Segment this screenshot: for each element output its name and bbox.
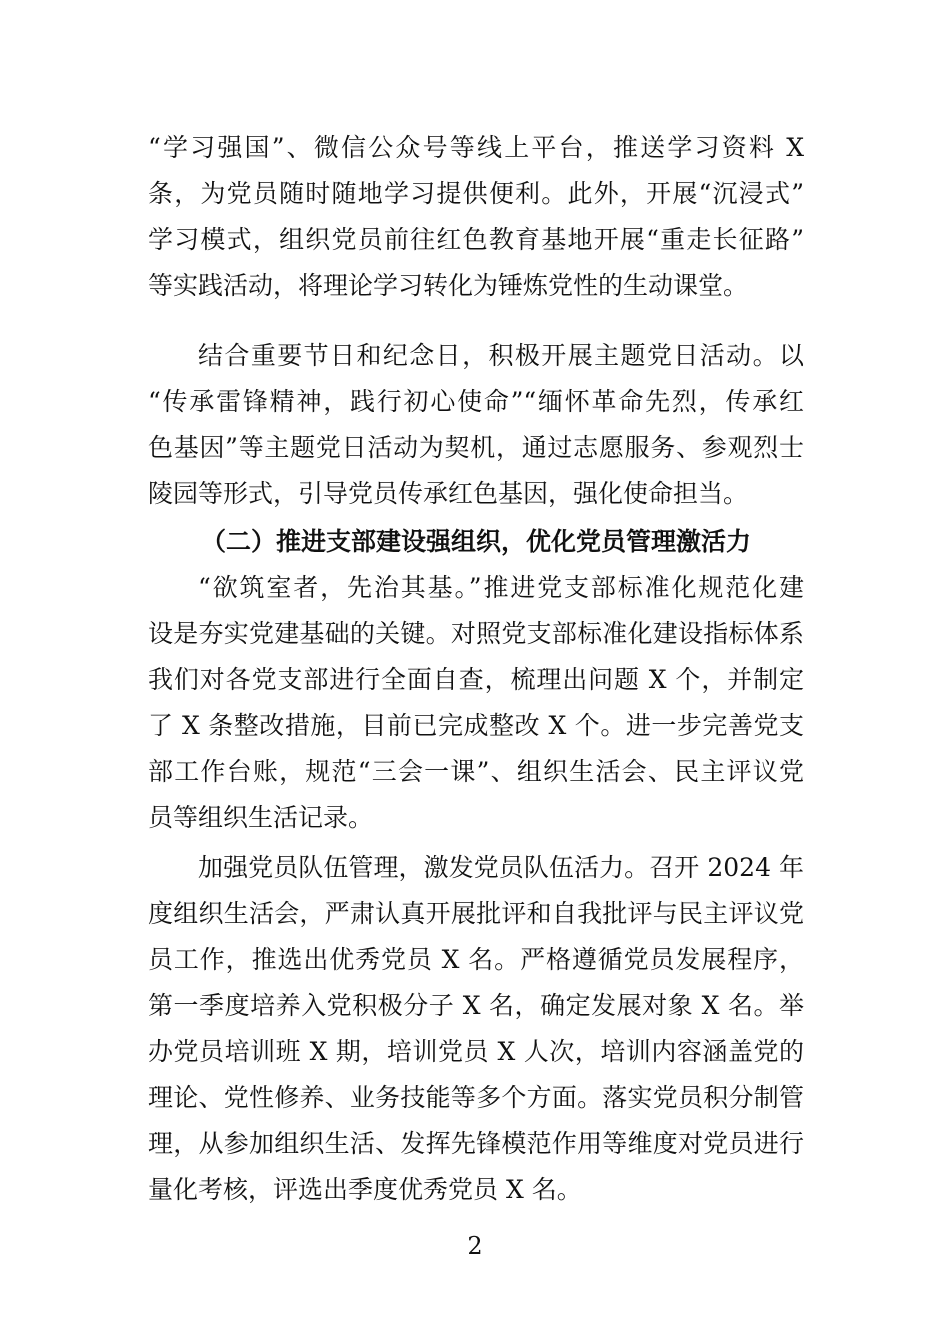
- paragraph-3-line-6: 员等组织生活记录。: [148, 803, 374, 832]
- paragraph-1-line-1: “学习强国”、微信公众号等线上平台，推送学习资料 X: [148, 133, 804, 162]
- paragraph-2-line-3: 色基因”等主题党日活动为契机，通过志愿服务、参观烈士: [148, 433, 804, 462]
- paragraph-4-line-5: 办党员培训班 X 期，培训党员 X 人次，培训内容涵盖党的: [148, 1037, 804, 1066]
- paragraph-3-line-3: 我们对各党支部进行全面自查，梳理出问题 X 个，并制定: [148, 665, 804, 694]
- page-number: 2: [467, 1232, 483, 1260]
- paragraph-4-line-7: 理，从参加组织生活、发挥先锋模范作用等维度对党员进行: [148, 1129, 804, 1158]
- paragraph-1-line-2: 条，为党员随时随地学习提供便利。此外，开展“沉浸式”: [148, 179, 804, 208]
- paragraph-1-line-3: 学习模式，组织党员前往红色教育基地开展“重走长征路”: [148, 225, 804, 254]
- paragraph-3-line-4: 了 X 条整改措施，目前已完成整改 X 个。进一步完善党支: [148, 711, 804, 740]
- paragraph-3-line-1: “欲筑室者，先治其基。”推进党支部标准化规范化建: [198, 573, 804, 602]
- paragraph-4-line-8: 量化考核，评选出季度优秀党员 X 名。: [148, 1175, 582, 1204]
- paragraph-4-line-3: 员工作，推选出优秀党员 X 名。严格遵循党员发展程序，: [148, 945, 804, 974]
- paragraph-4-line-4: 第一季度培养入党积极分子 X 名，确定发展对象 X 名。举: [148, 991, 804, 1020]
- paragraph-2-line-1: 结合重要节日和纪念日，积极开展主题党日活动。以: [198, 341, 804, 370]
- paragraph-4-line-6: 理论、党性修养、业务技能等多个方面。落实党员积分制管: [148, 1083, 804, 1112]
- paragraph-4-line-1: 加强党员队伍管理，激发党员队伍活力。召开 2024 年: [198, 853, 804, 882]
- paragraph-3-line-5: 部工作台账，规范“三会一课”、组织生活会、民主评议党: [148, 757, 804, 786]
- paragraph-2-line-2: “传承雷锋精神，践行初心使命”“缅怀革命先烈，传承红: [148, 387, 804, 416]
- paragraph-1-line-4: 等实践活动，将理论学习转化为锤炼党性的生动课堂。: [148, 271, 749, 300]
- paragraph-2-line-4: 陵园等形式，引导党员传承红色基因，强化使命担当。: [148, 479, 749, 508]
- section-heading: （二）推进支部建设强组织，优化党员管理激活力: [200, 527, 751, 556]
- paragraph-3-line-2: 设是夯实党建基础的关键。对照党支部标准化建设指标体系: [148, 619, 804, 648]
- paragraph-4-line-2: 度组织生活会，严肃认真开展批评和自我批评与民主评议党: [148, 899, 804, 928]
